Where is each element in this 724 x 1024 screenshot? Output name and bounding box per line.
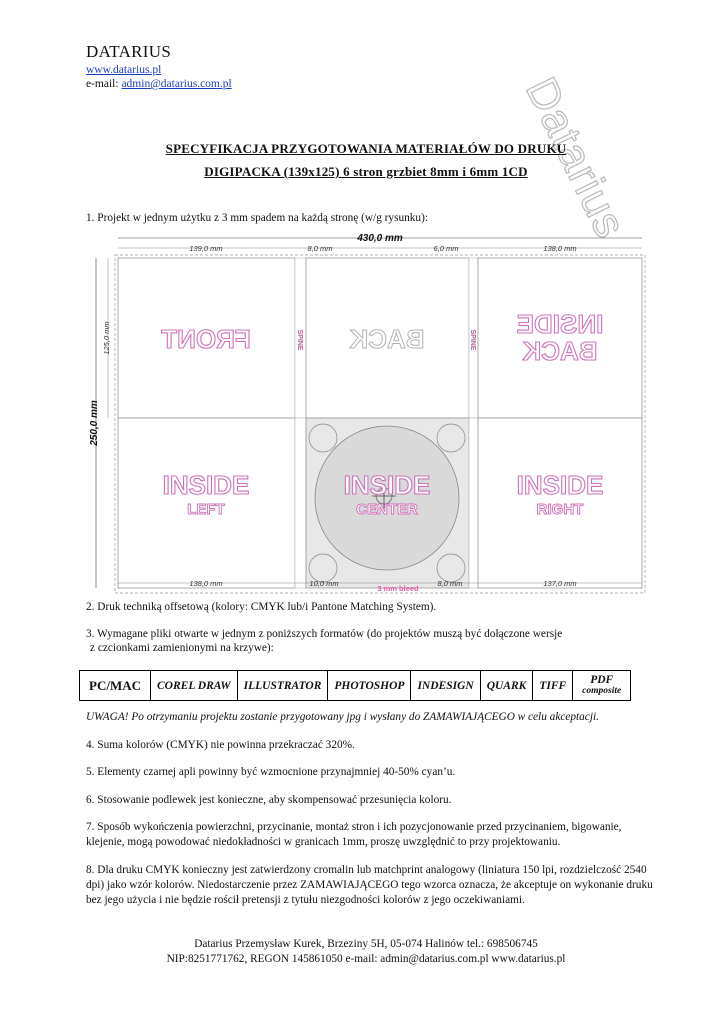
point-8: 8. Dla druku CMYK konieczny jest zatwierdzony cromalin lub matchprint analogowy (liniatura 150 lpi, rozdzielczość 2540 dpi) jako wzór kolorów. Niedostarczenie przez ZAMAWIAJĄCEGO tego wzorca oznacza, że akceptuje on wykonanie druku bez jego użycia i nie będzie rościł pretensji z tytułu niezgodności kolorów z jego oczekiwaniami. <box>86 864 653 906</box>
label-inside-back-2: BACK <box>522 336 598 366</box>
format-illustrator: ILLUSTRATOR <box>237 671 328 701</box>
point-7: 7. Sposób wykończenia powierzchni, przycinanie, montaż stron i ich pozycjonowanie przed przycinaniem, bigowanie, klejenie, mogą powodować niedokładności w granicach 1mm, proszę uwzględnić to przy projektowaniu. <box>86 821 622 848</box>
point-4: 4. Suma kolorów (CMYK) nie powinna przekraczać 320%. <box>86 739 355 751</box>
label-inside-left-2: LEFT <box>187 501 225 518</box>
document-title-line2: DIGIPACKA (139x125) 6 stron grzbiet 8mm i 6mm 1CD <box>204 164 528 179</box>
format-corel: COREL DRAW <box>151 671 238 701</box>
format-tiff: TIFF <box>533 671 573 701</box>
format-platform: PC/MAC <box>80 671 151 701</box>
email-link[interactable]: admin@datarius.com.pl <box>121 78 232 90</box>
email-prefix: e-mail: <box>86 78 122 90</box>
point-3-line2: z czcionkami zamienionymi na krzywe): <box>90 642 274 654</box>
label-back: BACK <box>349 324 425 354</box>
point-2: 2. Druk techniką offsetową (kolory: CMYK lub/i Pantone Matching System). <box>86 601 437 613</box>
dim-bottom-3: 8,0 mm <box>437 579 463 588</box>
footer-line1: Datarius Przemysław Kurek, Brzeziny 5H, 05-074 Halinów tel.: 698506745 <box>194 938 538 950</box>
dim-top-3: 6,0 mm <box>433 244 459 253</box>
point-1: 1. Projekt w jednym użytku z 3 mm spadem na każdą stronę (w/g rysunku): <box>86 212 428 224</box>
total-width-label: 430,0 mm <box>357 233 403 244</box>
point-3-line1: 3. Wymagane pliki otwarte w jednym z poniższych formatów (do projektów muszą być dołączone wersje <box>86 628 563 640</box>
bleed-label: 3 mm bleed <box>377 584 419 593</box>
format-photoshop: PHOTOSHOP <box>328 671 411 701</box>
watermark: Datarius <box>515 70 636 246</box>
format-pdf-sub: composite <box>582 685 622 696</box>
label-inside-center-2: CENTER <box>356 501 418 518</box>
brand-name: DATARIUS <box>86 42 172 61</box>
format-quark: QUARK <box>480 671 533 701</box>
total-height-label: 250,0 mm <box>89 400 100 446</box>
digipack-layout-diagram <box>80 228 660 596</box>
dim-top-1: 139,0 mm <box>189 244 223 253</box>
dim-top-2: 8,0 mm <box>307 244 333 253</box>
panel-height-label: 125,0 mm <box>102 321 111 355</box>
document-title-line1: SPECYFIKACJA PRZYGOTOWANIA MATERIAŁÓW DO DRUKU <box>165 141 567 156</box>
spine-label-left: SPINE <box>296 329 303 351</box>
dim-bottom-1: 138,0 mm <box>189 579 223 588</box>
footer-line2: NIP:8251771762, REGON 145861050 e-mail: admin@datarius.com.pl www.datarius.pl <box>166 953 566 965</box>
label-inside-back-1: INSIDE <box>516 309 604 339</box>
format-pdf <box>573 671 631 701</box>
website-line <box>86 64 161 76</box>
label-inside-right-2: RIGHT <box>536 501 584 518</box>
formats-row <box>80 671 631 701</box>
warning-note: UWAGA! Po otrzymaniu projektu zostanie przygotowany jpg i wysłany do ZAMAWIAJĄCEGO w celu akceptacji. <box>86 711 599 723</box>
format-indesign: INDESIGN <box>411 671 480 701</box>
dim-top-4: 138,0 mm <box>543 244 577 253</box>
dim-bottom-4: 137,0 mm <box>543 579 577 588</box>
label-inside-center-1: INSIDE <box>343 470 431 500</box>
point-6: 6. Stosowanie podlewek jest konieczne, aby skompensować przesunięcia koloru. <box>86 794 452 806</box>
website-link[interactable]: www.datarius.pl <box>86 64 162 76</box>
label-front: FRONT <box>161 324 251 354</box>
email-line <box>86 78 232 90</box>
format-pdf-label: PDF <box>590 673 614 686</box>
spine-label-right: SPINE <box>469 329 476 351</box>
label-inside-right-1: INSIDE <box>516 470 604 500</box>
point-5: 5. Elementy czarnej apli powinny być wzmocnione przynajmniej 40-50% cyan’u. <box>86 766 456 778</box>
dim-bottom-2: 10,0 mm <box>309 579 339 588</box>
label-inside-left-1: INSIDE <box>162 470 250 500</box>
formats-table <box>79 670 631 701</box>
